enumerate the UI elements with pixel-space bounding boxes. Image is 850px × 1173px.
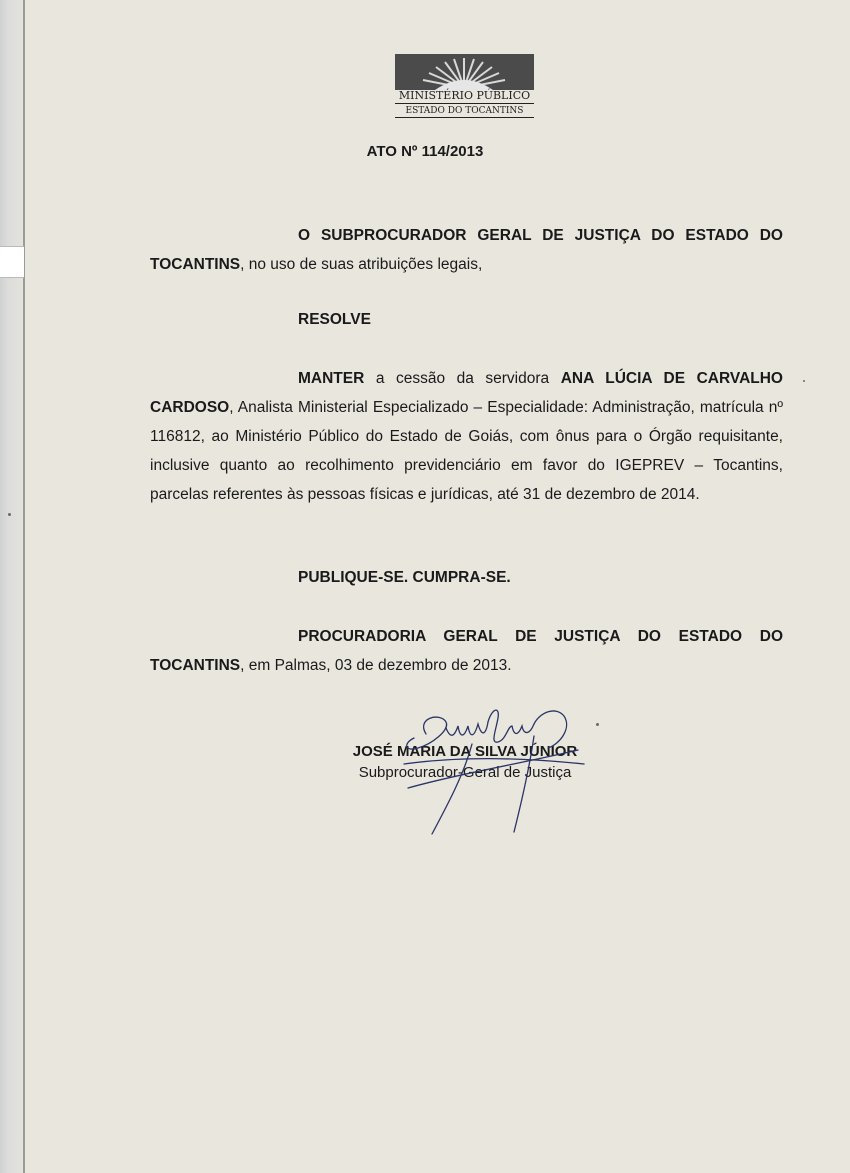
handwritten-signature [388,704,588,838]
scan-speck [8,513,11,516]
document-title: ATO Nº 114/2013 [366,143,484,160]
signer-role: Subprocurador-Geral de Justiça [358,764,572,781]
scan-edge-line [23,0,25,1173]
scan-edge-tab [0,246,24,278]
intro-authority: O SUBPROCURADOR GERAL DE JUSTIÇA DO ESTADO DO TOCANTINS [150,227,783,273]
intro-paragraph [150,221,783,279]
letterhead-line1: MINISTÉRIO PÚBLICO [395,88,534,104]
body-text2: , Analista Ministerial Especializado – Especialidade: Administração, matrícula nº 116812, ao Ministério Público do Estado de Goiás, com ônus para o Órgão requisitante, inclusive quanto ao recolhimento previdenciário em favor do IGEPREV – Tocantins, parcelas referentes às pessoas físicas e jurídicas, até 31 de dezembro de 2014. [150,399,783,503]
body-verb: MANTER [298,370,365,387]
publish-statement: PUBLIQUE-SE. CUMPRA-SE. [298,569,511,586]
body-paragraph [150,364,783,509]
letterhead-logo [395,54,534,120]
closing-authority: PROCURADORIA GERAL DE JUSTIÇA DO ESTADO DO TOCANTINS [150,628,783,674]
resolve-heading: RESOLVE [298,311,371,328]
closing-rest: , em Palmas, 03 de dezembro de 2013. [240,657,512,674]
signer-name: JOSÉ MARIA DA SILVA JÚNIOR [352,743,578,760]
sun-rays-emblem [395,54,534,90]
scan-left-edge [0,0,24,1173]
scan-speck [596,723,599,726]
intro-rest: , no uso de suas atribuições legais, [240,256,483,273]
employee-name: ANA LÚCIA DE CARVALHO CARDOSO [150,370,783,416]
letterhead-line2: ESTADO DO TOCANTINS [395,105,534,118]
scan-speck [803,380,805,382]
body-text1: a cessão da servidora [364,370,561,387]
closing-paragraph [150,622,783,680]
